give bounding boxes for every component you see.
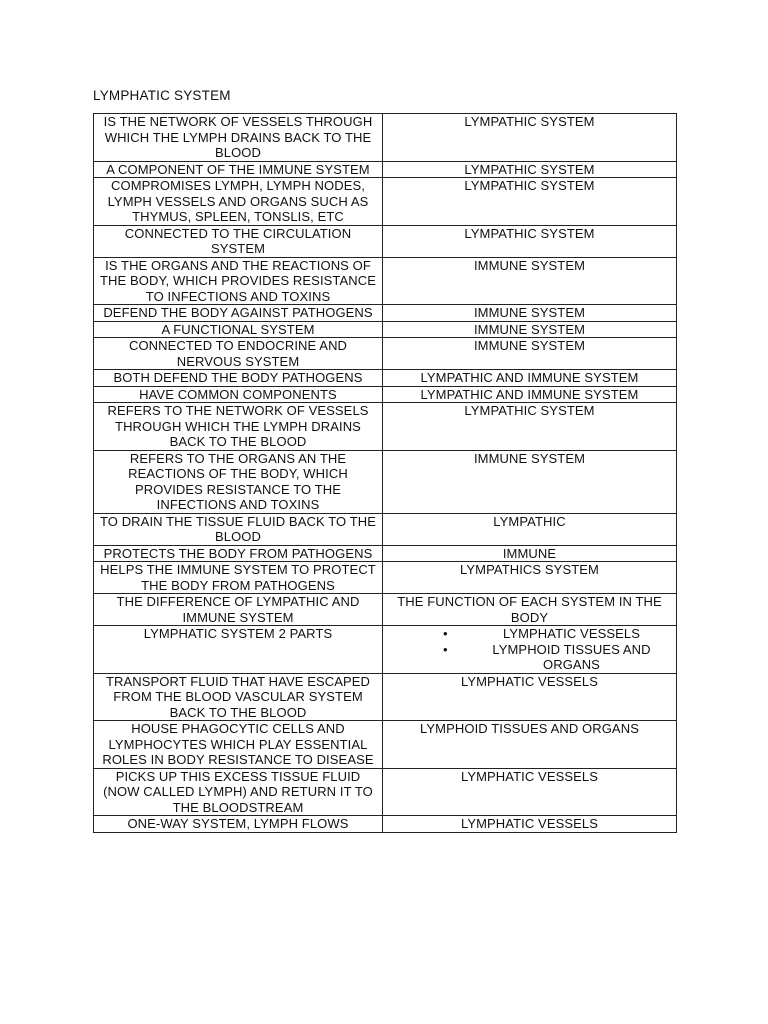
question-cell: HAVE COMMON COMPONENTS: [94, 386, 383, 403]
table-row: [94, 626, 677, 674]
answer-cell: LYMPATHIC AND IMMUNE SYSTEM: [383, 386, 677, 403]
table-row: [94, 321, 677, 338]
answer-cell: LYMPHATIC VESSELS: [383, 673, 677, 721]
table-row: [94, 545, 677, 562]
question-cell: REFERS TO THE NETWORK OF VESSELS THROUGH WHICH THE LYMPH DRAINS BACK TO THE BLOOD: [94, 403, 383, 451]
question-cell: HELPS THE IMMUNE SYSTEM TO PROTECT THE BODY FROM PATHOGENS: [94, 562, 383, 594]
table-row: [94, 257, 677, 305]
question-cell: A FUNCTIONAL SYSTEM: [94, 321, 383, 338]
answer-cell: LYMPATHIC SYSTEM: [383, 225, 677, 257]
answer-cell: IMMUNE SYSTEM: [383, 321, 677, 338]
document-title: LYMPHATIC SYSTEM: [93, 88, 231, 103]
answer-cell: IMMUNE SYSTEM: [383, 305, 677, 322]
answer-cell: LYMPATHIC SYSTEM: [383, 178, 677, 226]
table-row: [94, 562, 677, 594]
answer-cell: LYMPHOID TISSUES AND ORGANS: [383, 721, 677, 769]
question-cell: CONNECTED TO THE CIRCULATION SYSTEM: [94, 225, 383, 257]
qa-table: [93, 113, 677, 833]
question-cell: LYMPHATIC SYSTEM 2 PARTS: [94, 626, 383, 674]
answer-cell: IMMUNE SYSTEM: [383, 450, 677, 513]
question-cell: IS THE ORGANS AND THE REACTIONS OF THE BODY, WHICH PROVIDES RESISTANCE TO INFECTIONS AND TOXINS: [94, 257, 383, 305]
table-row: [94, 768, 677, 816]
question-cell: THE DIFFERENCE OF LYMPATHIC AND IMMUNE SYSTEM: [94, 594, 383, 626]
answer-cell: LYMPATHIC SYSTEM: [383, 114, 677, 162]
question-cell: DEFEND THE BODY AGAINST PATHOGENS: [94, 305, 383, 322]
answer-cell: [383, 626, 677, 674]
question-cell: BOTH DEFEND THE BODY PATHOGENS: [94, 370, 383, 387]
question-cell: CONNECTED TO ENDOCRINE AND NERVOUS SYSTEM: [94, 338, 383, 370]
question-cell: TRANSPORT FLUID THAT HAVE ESCAPED FROM THE BLOOD VASCULAR SYSTEM BACK TO THE BLOOD: [94, 673, 383, 721]
question-cell: TO DRAIN THE TISSUE FLUID BACK TO THE BLOOD: [94, 513, 383, 545]
answer-cell: LYMPATHIC: [383, 513, 677, 545]
table-row: [94, 513, 677, 545]
table-row: [94, 721, 677, 769]
table-row: [94, 673, 677, 721]
answer-cell: LYMPHATIC VESSELS: [383, 768, 677, 816]
table-row: [94, 338, 677, 370]
table-row: [94, 450, 677, 513]
table-row: [94, 403, 677, 451]
question-cell: PROTECTS THE BODY FROM PATHOGENS: [94, 545, 383, 562]
list-item: • LYMPHOID TISSUES AND ORGANS: [471, 642, 672, 673]
answer-cell: LYMPATHICS SYSTEM: [383, 562, 677, 594]
answer-cell: LYMPATHIC SYSTEM: [383, 403, 677, 451]
table-row: [94, 305, 677, 322]
question-cell: ONE-WAY SYSTEM, LYMPH FLOWS: [94, 816, 383, 833]
table-row: [94, 225, 677, 257]
list-item: • LYMPHATIC VESSELS: [471, 626, 672, 642]
question-cell: HOUSE PHAGOCYTIC CELLS AND LYMPHOCYTES WHICH PLAY ESSENTIAL ROLES IN BODY RESISTANCE TO DISEASE: [94, 721, 383, 769]
table-row: [94, 161, 677, 178]
answer-cell: LYMPATHIC SYSTEM: [383, 161, 677, 178]
table-row: [94, 594, 677, 626]
answer-cell: LYMPHATIC VESSELS: [383, 816, 677, 833]
table-row: [94, 178, 677, 226]
answer-cell: IMMUNE SYSTEM: [383, 338, 677, 370]
table-row: [94, 114, 677, 162]
answer-cell: THE FUNCTION OF EACH SYSTEM IN THE BODY: [383, 594, 677, 626]
question-cell: IS THE NETWORK OF VESSELS THROUGH WHICH THE LYMPH DRAINS BACK TO THE BLOOD: [94, 114, 383, 162]
answer-cell: IMMUNE: [383, 545, 677, 562]
question-cell: REFERS TO THE ORGANS AN THE REACTIONS OF THE BODY, WHICH PROVIDES RESISTANCE TO THE INFECTIONS AND TOXINS: [94, 450, 383, 513]
answer-list: [387, 626, 672, 673]
question-cell: PICKS UP THIS EXCESS TISSUE FLUID (NOW CALLED LYMPH) AND RETURN IT TO THE BLOODSTREAM: [94, 768, 383, 816]
question-cell: A COMPONENT OF THE IMMUNE SYSTEM: [94, 161, 383, 178]
table-row: [94, 386, 677, 403]
table-row: [94, 816, 677, 833]
table-row: [94, 370, 677, 387]
answer-cell: LYMPATHIC AND IMMUNE SYSTEM: [383, 370, 677, 387]
question-cell: COMPROMISES LYMPH, LYMPH NODES, LYMPH VESSELS AND ORGANS SUCH AS THYMUS, SPLEEN, TONSLIS, ETC: [94, 178, 383, 226]
answer-cell: IMMUNE SYSTEM: [383, 257, 677, 305]
